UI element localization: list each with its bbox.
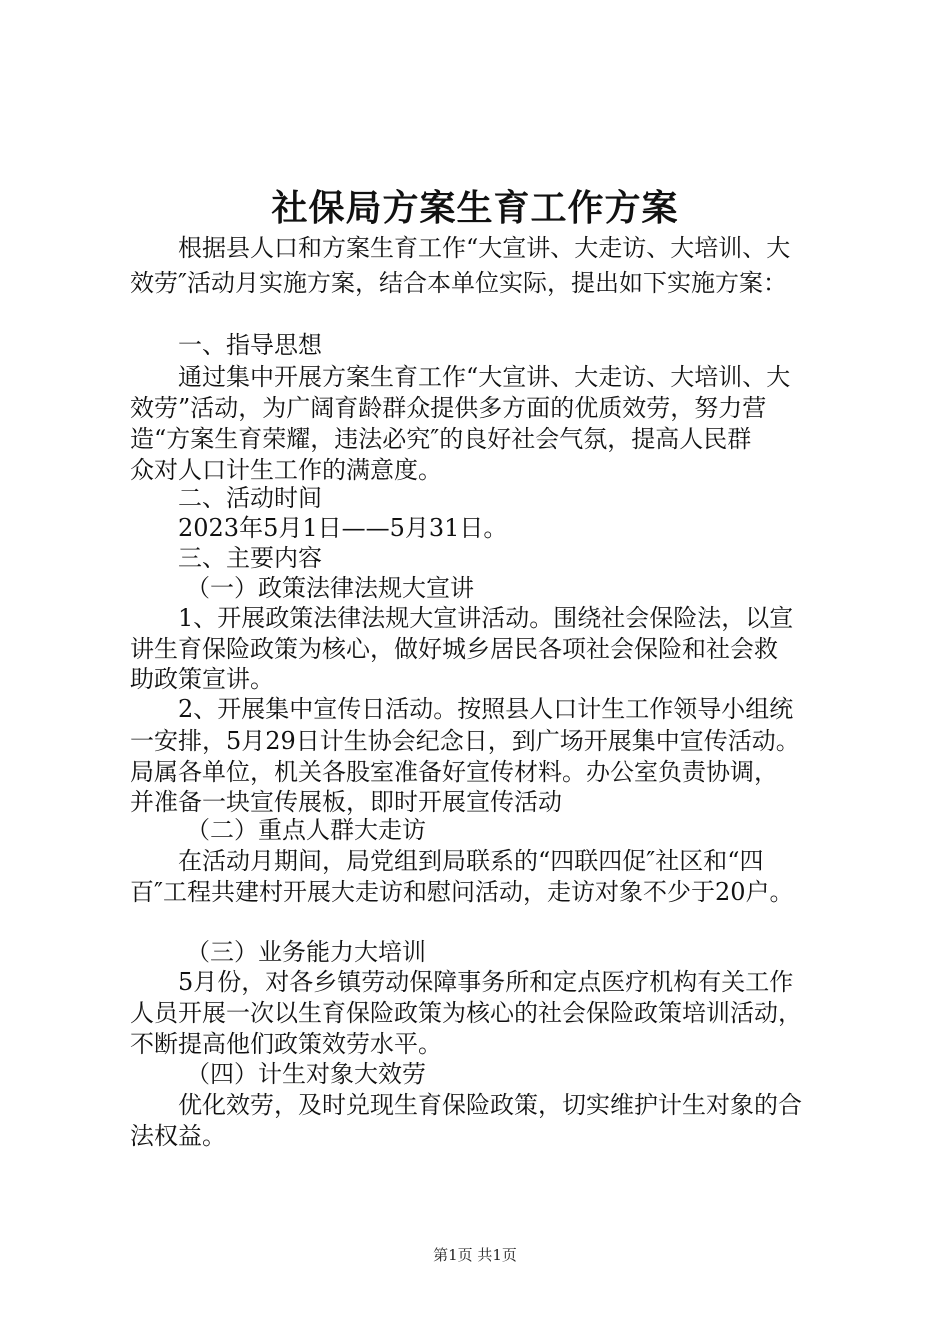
section-heading-activity-time: 二、活动时间 [178,484,322,512]
paragraph-line: 局属各单位，机关各股室准备好宣传材料。办公室负责协调， [130,758,778,786]
intro-line-2: 效劳″活动月实施方案，结合本单位实际，提出如下实施方案： [130,269,787,297]
subsection-heading-3: （三）业务能力大培训 [186,938,426,966]
paragraph-line: 讲生育保险政策为核心，做好城乡居民各项社会保险和社会救 [130,635,778,663]
paragraph-line: 不断提高他们政策效劳水平。 [130,1030,442,1058]
paragraph-line: 5月份，对各乡镇劳动保障事务所和定点医疗机构有关工作 [178,968,794,996]
paragraph-line: 2、开展集中宣传日活动。按照县人口计生工作领导小组统 [178,695,794,723]
paragraph-line: 1、开展政策法律法规大宣讲活动。围绕社会保险法，以宣 [178,604,794,632]
section-heading-main-content: 三、主要内容 [178,544,322,572]
intro-line-1: 根据县人口和方案生育工作“大宣讲、大走访、大培训、大 [178,234,791,262]
paragraph-line: 百″工程共建村开展大走访和慰问活动，走访对象不少于20户。 [130,878,794,906]
paragraph-line: 在活动月期间，局党组到局联系的“四联四促″社区和“四 [178,847,764,875]
document-title: 社保局方案生育工作方案 [271,187,679,229]
section-heading-guiding-ideology: 一、指导思想 [178,331,322,359]
paragraph-line: 人员开展一次以生育保险政策为核心的社会保险政策培训活动， [130,999,802,1027]
paragraph-line: 众对人口计生工作的满意度。 [130,456,442,484]
paragraph-line: 优化效劳，及时兑现生育保险政策，切实维护计生对象的合 [178,1091,802,1119]
paragraph-line: 法权益。 [130,1122,226,1150]
paragraph-line: 并准备一块宣传展板，即时开展宣传活动 [130,788,562,816]
paragraph-line: 效劳”活动，为广阔育龄群众提供多方面的优质效劳，努力营 [130,394,767,422]
paragraph-line: 通过集中开展方案生育工作“大宣讲、大走访、大培训、大 [178,363,791,391]
activity-date-range: 2023年5月1日——5月31日。 [178,514,508,542]
paragraph-line: 造“方案生育荣耀，违法必究″的良好社会气氛，提高人民群 [130,425,752,453]
paragraph-line: 助政策宣讲。 [130,665,274,693]
subsection-heading-4: （四）计生对象大效劳 [186,1060,426,1088]
subsection-heading-2: （二）重点人群大走访 [186,816,426,844]
paragraph-line: 一安排，5月29日计生协会纪念日，到广场开展集中宣传活动。 [130,727,800,755]
page-footer: 第1页 共1页 [433,1246,517,1264]
subsection-heading-1: （一）政策法律法规大宣讲 [186,574,474,602]
